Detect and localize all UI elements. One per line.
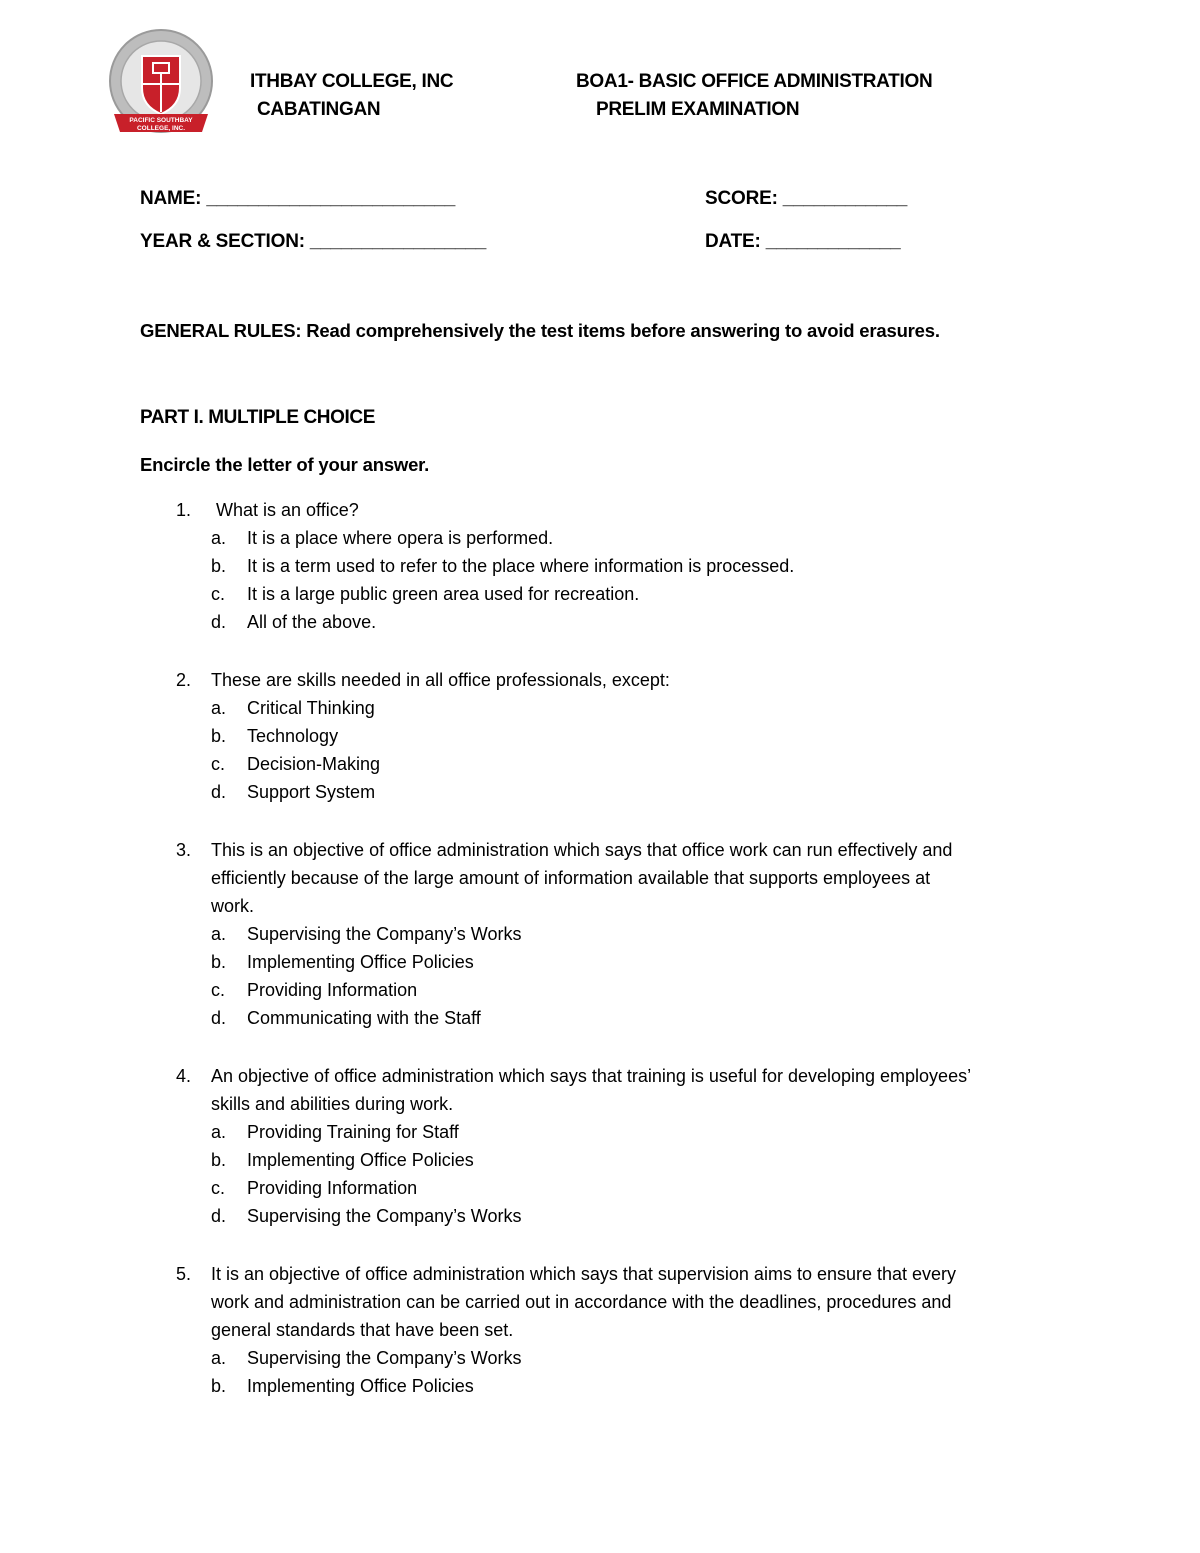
- option-b[interactable]: [0, 722, 1200, 750]
- option-b[interactable]: [0, 948, 1200, 976]
- option-letter: b.: [211, 726, 227, 746]
- option-c[interactable]: [0, 1174, 1200, 1202]
- option-letter: c.: [211, 980, 226, 1000]
- option-letter: d.: [211, 1008, 227, 1028]
- option-c[interactable]: [0, 976, 1200, 1004]
- question-text-line-3: work.: [211, 896, 255, 916]
- option-a[interactable]: [0, 694, 1200, 722]
- option-c[interactable]: [0, 580, 1200, 608]
- question-text-line-3: general standards that have been set.: [211, 1320, 514, 1340]
- option-letter: d.: [211, 782, 227, 802]
- option-text: It is a place where opera is performed.: [247, 528, 554, 548]
- option-a[interactable]: [0, 920, 1200, 948]
- option-letter: a.: [211, 1348, 227, 1368]
- school-name: ITHBAY COLLEGE, INC: [250, 71, 454, 92]
- option-b[interactable]: [0, 552, 1200, 580]
- question-number: 3.: [176, 840, 192, 860]
- option-letter: a.: [211, 528, 227, 548]
- option-b[interactable]: [0, 1372, 1200, 1400]
- question-number: 2.: [176, 670, 192, 690]
- option-text: Supervising the Company’s Works: [247, 1348, 522, 1368]
- course-title: BOA1- BASIC OFFICE ADMINISTRATION: [576, 71, 933, 92]
- svg-text:COLLEGE, INC.: COLLEGE, INC.: [136, 125, 186, 132]
- option-d[interactable]: [0, 778, 1200, 806]
- question-text-line-2: work and administration can be carried out in accordance with the deadlines, procedures and: [211, 1292, 952, 1312]
- question-text-line-2: efficiently because of the large amount of information available that supports employees at: [211, 868, 931, 888]
- option-letter: b.: [211, 556, 227, 576]
- question-text-line-1: It is an objective of office administration which says that supervision aims to ensure that every: [211, 1264, 957, 1284]
- part-heading: PART I. MULTIPLE CHOICE: [140, 407, 375, 428]
- option-letter: b.: [211, 952, 227, 972]
- question-number: 4.: [176, 1066, 192, 1086]
- option-text: Implementing Office Policies: [247, 1150, 474, 1170]
- question-5: [0, 1260, 1200, 1400]
- option-text: Implementing Office Policies: [247, 1376, 474, 1396]
- college-seal-logo: [108, 26, 214, 146]
- option-letter: c.: [211, 754, 226, 774]
- question-list: [0, 496, 1200, 1430]
- exam-title: PRELIM EXAMINATION: [596, 99, 800, 120]
- option-c[interactable]: [0, 750, 1200, 778]
- option-letter: a.: [211, 1122, 227, 1142]
- option-letter: d.: [211, 612, 227, 632]
- option-text: Critical Thinking: [247, 698, 375, 718]
- general-rules: GENERAL RULES: Read comprehensively the test items before answering to avoid erasures.: [140, 320, 940, 341]
- option-letter: d.: [211, 1206, 227, 1226]
- option-letter: b.: [211, 1376, 227, 1396]
- question-number: 5.: [176, 1264, 192, 1284]
- option-letter: a.: [211, 698, 227, 718]
- option-text: Supervising the Company’s Works: [247, 924, 522, 944]
- question-text: These are skills needed in all office professionals, except:: [211, 670, 670, 690]
- option-d[interactable]: [0, 608, 1200, 636]
- question-number: 1.: [176, 500, 192, 520]
- date-field[interactable]: DATE: _____________: [705, 231, 901, 252]
- option-a[interactable]: [0, 1344, 1200, 1372]
- option-letter: c.: [211, 1178, 226, 1198]
- question-4: [0, 1062, 1200, 1230]
- option-letter: b.: [211, 1150, 227, 1170]
- option-text: Providing Information: [247, 980, 418, 1000]
- option-text: Implementing Office Policies: [247, 952, 474, 972]
- score-field[interactable]: SCORE: ____________: [705, 188, 908, 209]
- option-d[interactable]: [0, 1004, 1200, 1032]
- school-campus: CABATINGAN: [257, 99, 381, 120]
- question-3: [0, 836, 1200, 1032]
- name-field[interactable]: NAME: ________________________: [140, 188, 456, 209]
- option-text: Decision-Making: [247, 754, 381, 774]
- svg-text:PACIFIC SOUTHBAY: PACIFIC SOUTHBAY: [129, 117, 193, 124]
- option-text: Providing Training for Staff: [247, 1122, 459, 1142]
- option-text: Support System: [247, 782, 376, 802]
- option-letter: a.: [211, 924, 227, 944]
- question-text-line-1: An objective of office administration which says that training is useful for developing employees’: [211, 1066, 972, 1086]
- option-letter: c.: [211, 584, 226, 604]
- question-1: [0, 496, 1200, 636]
- question-text-line-2: skills and abilities during work.: [211, 1094, 454, 1114]
- option-text: All of the above.: [247, 612, 377, 632]
- question-text-line-1: This is an objective of office administration which says that office work can run effectively and: [211, 840, 953, 860]
- option-d[interactable]: [0, 1202, 1200, 1230]
- option-text: Technology: [247, 726, 339, 746]
- instruction: Encircle the letter of your answer.: [140, 454, 430, 475]
- option-text: Supervising the Company’s Works: [247, 1206, 522, 1226]
- year-section-field[interactable]: YEAR & SECTION: _________________: [140, 231, 487, 252]
- option-a[interactable]: [0, 1118, 1200, 1146]
- option-text: It is a large public green area used for recreation.: [247, 584, 640, 604]
- option-a[interactable]: [0, 524, 1200, 552]
- option-text: It is a term used to refer to the place where information is processed.: [247, 556, 795, 576]
- question-2: [0, 666, 1200, 806]
- option-text: Communicating with the Staff: [247, 1008, 481, 1028]
- option-b[interactable]: [0, 1146, 1200, 1174]
- question-text: What is an office?: [211, 500, 359, 520]
- option-text: Providing Information: [247, 1178, 418, 1198]
